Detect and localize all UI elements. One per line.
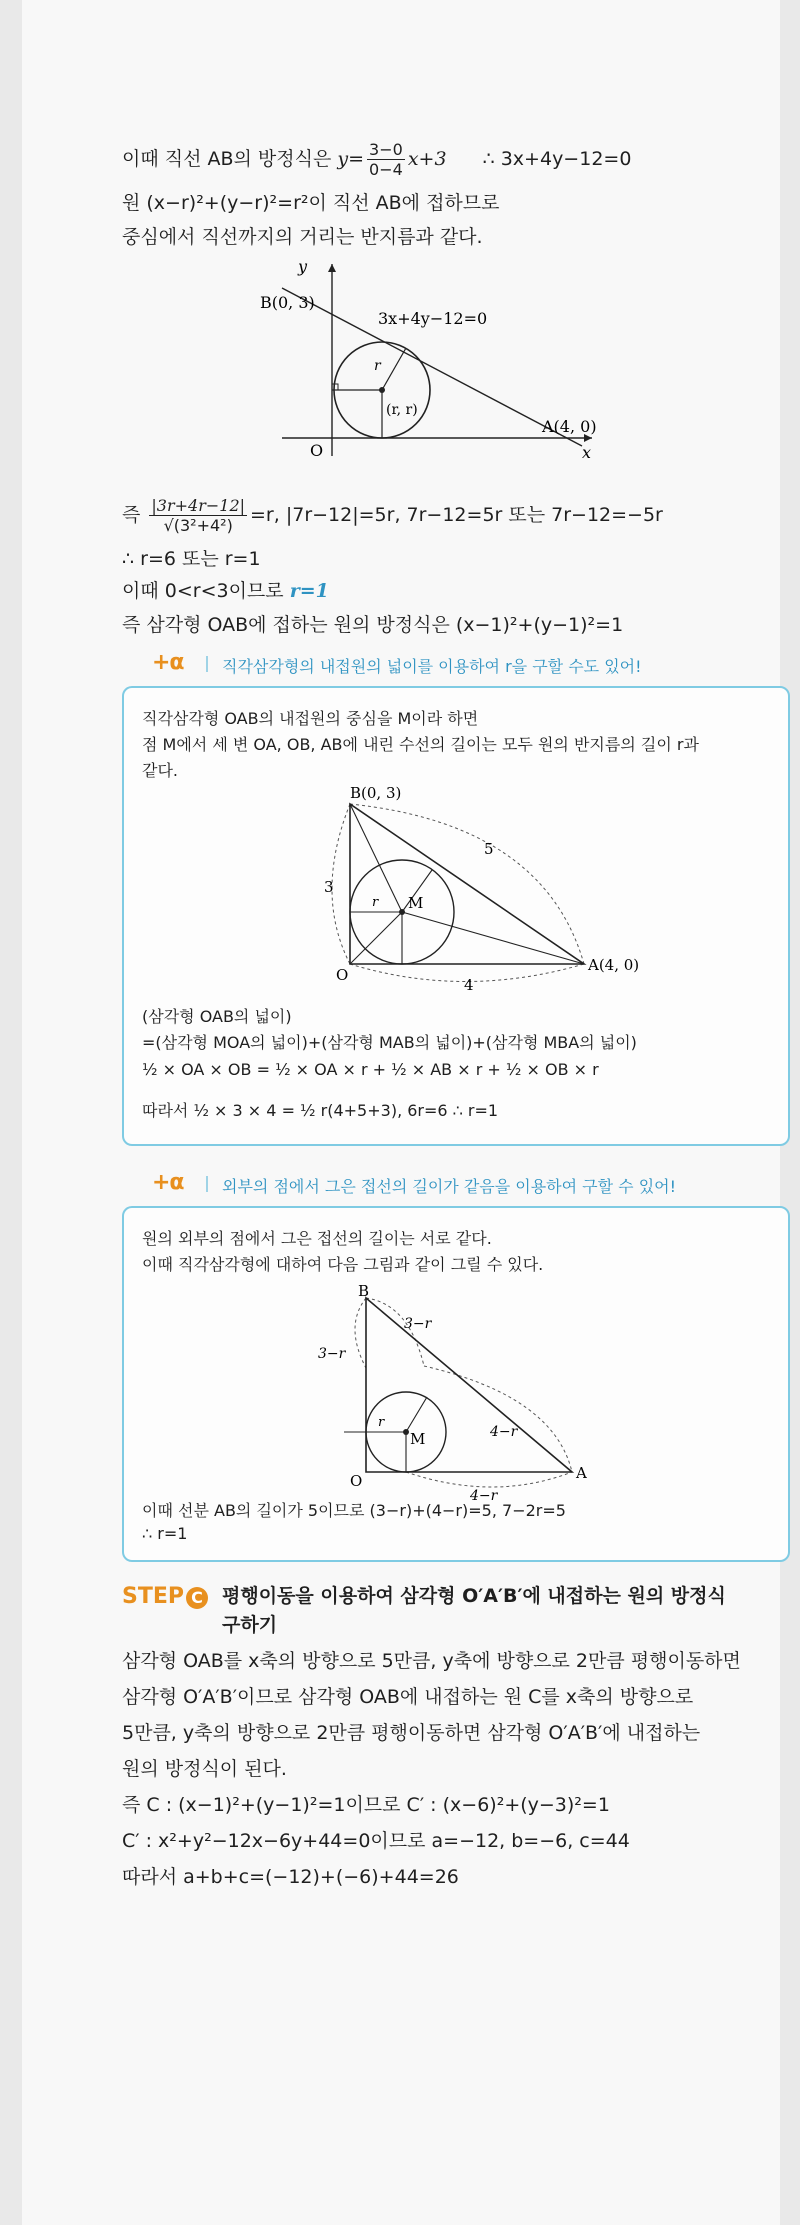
center-m-label: M	[408, 894, 424, 912]
box2-line1: 원의 외부의 점에서 그은 접선의 길이는 서로 같다.	[142, 1229, 492, 1248]
r-answer-line: 이때 0<r<3이므로 r=1	[122, 580, 329, 602]
box1-line2: 점 M에서 세 변 OA, OB, AB에 내린 수선의 길이는 모두 원의 반지름의 길이 r과	[142, 735, 699, 754]
box1-header	[122, 650, 786, 686]
triangle-oab	[366, 1298, 572, 1472]
step-final-answer: 따라서 a+b+c=(−12)+(−6)+44=26	[122, 1866, 459, 1888]
point-a-label: A(4, 0)	[542, 417, 597, 436]
r-answer: r=1	[289, 580, 329, 602]
box1-line6: ½ × OA × OB = ½ × OA × r + ½ × AB × r + ½ × OB × r	[142, 1060, 599, 1079]
distance-equation: 즉 $\frac{|3r+4r-12|}{\text{√(3²+4²)}}$ =r, |7r−12|=5r, 7r−12=5r 또는 7r−12=−5r	[122, 496, 663, 536]
step-letter-badge: C	[186, 1587, 208, 1609]
y-axis-label: y	[298, 257, 308, 276]
box1-line7: 따라서 ½ × 3 × 4 = ½ r(4+5+3), 6r=6 ∴ r=1	[142, 1101, 499, 1120]
step-paragraph-4: 원의 방정식이 된다.	[122, 1758, 287, 1780]
box2-title: 외부의 점에서 그은 접선의 길이가 같음을 이용하여 구할 수 있어!	[222, 1174, 676, 1197]
center-label: (r, r)	[386, 402, 418, 418]
side-oa-label: 4	[464, 976, 474, 994]
radius-label: r	[372, 895, 379, 910]
tangent-condition-text: 원 (x−r)²+(y−r)²=r²이 직선 AB에 접하므로	[122, 192, 500, 214]
side-ab-label: 5	[484, 840, 494, 858]
step-paragraph-5: 즉 C : (x−1)²+(y−1)²=1이므로 C′ : (x−6)²+(y−3)²=1	[122, 1794, 610, 1816]
dashed-arc-a-bottom	[406, 1472, 572, 1487]
triangle-oab	[350, 804, 584, 964]
circle-equation-result: 즉 삼각형 OAB에 접하는 원의 방정식은 (x−1)²+(y−1)²=1	[122, 614, 624, 636]
step-c-title: 평행이동을 이용하여 삼각형 O′A′B′에 내접하는 원의 방정식 구하기	[222, 1585, 726, 1637]
plus-alpha-tag: +α	[152, 1170, 184, 1195]
origin-label: O	[336, 966, 349, 984]
step-paragraph-1: 삼각형 OAB를 x축의 방향으로 5만큼, y축에 방향으로 2만큼 평행이동하면	[122, 1650, 741, 1672]
distance-fraction: $\frac{|3r+4r-12|}{\text{√(3²+4²)}}$	[151, 496, 246, 536]
y-axis-arrow	[328, 264, 336, 272]
step-c-label: STEP C	[122, 1584, 208, 1609]
point-b-label: B(0, 3)	[260, 293, 315, 312]
radius-to-line	[382, 348, 406, 390]
box1-title: 직각삼각형의 내접원의 넓이를 이용하여 r을 구할 수도 있어!	[222, 654, 642, 677]
step-paragraph-2: 삼각형 O′A′B′이므로 삼각형 OAB에 내접하는 원 C를 x축의 방향으로	[122, 1686, 694, 1708]
box2-line3: 이때 선분 AB의 길이가 5이므로 (3−r)+(4−r)=5, 7−2r=5	[142, 1501, 566, 1520]
box1-line5: =(삼각형 MOA의 넓이)+(삼각형 MAB의 넓이)+(삼각형 MBA의 넓이)	[142, 1033, 637, 1052]
segment-om	[350, 912, 402, 964]
point-a-label: A(4, 0)	[588, 956, 640, 974]
step-paragraph-6: C′ : x²+y²−12x−6y+44=0이므로 a=−12, b=−6, c=44	[122, 1830, 630, 1852]
perp-to-ab	[406, 1397, 427, 1432]
box2-line4: ∴ r=1	[142, 1524, 188, 1543]
seg-a-right-label: 4−r	[490, 1424, 518, 1440]
box2-header	[122, 1170, 786, 1206]
point-b-label: B(0, 3)	[350, 784, 402, 802]
radius-label: r	[374, 358, 381, 374]
radius-label: r	[378, 1415, 385, 1430]
seg-b-left-label: 3−r	[318, 1346, 346, 1362]
point-a-label: A	[576, 1464, 587, 1482]
center-m-label: M	[410, 1430, 426, 1448]
solution-page	[22, 0, 780, 2225]
x-axis-label: x	[582, 443, 592, 462]
box1	[122, 686, 790, 1146]
plus-alpha-tag: +α	[152, 650, 184, 675]
dashed-arc-b-left	[355, 1298, 366, 1368]
box2	[122, 1206, 790, 1562]
slope-fraction: $\frac{3-0}{0-4}$	[369, 140, 403, 180]
distance-equals-radius-text: 중심에서 직선까지의 거리는 반지름과 같다.	[122, 226, 483, 248]
figure-3	[314, 1282, 614, 1504]
origin-label: O	[310, 441, 324, 460]
dashed-arc-ob	[332, 804, 350, 964]
figure-1	[242, 257, 602, 462]
origin-label: O	[350, 1472, 363, 1490]
seg-b-top-label: 3−r	[404, 1316, 432, 1332]
side-ob-label: 3	[324, 878, 334, 896]
point-b-label: B	[358, 1282, 370, 1300]
box1-line4: (삼각형 OAB의 넓이)	[142, 1007, 292, 1026]
box1-line3: 같다.	[142, 761, 178, 780]
dashed-arc-b-top	[366, 1298, 424, 1366]
seg-a-bottom-label: 4−r	[470, 1488, 498, 1504]
line-equation-ab: 이때 직선 AB의 방정식은 y= $\frac{3-0}{0-4}$ x+3 ∴ 3x+4y−12=0	[122, 140, 632, 180]
box1-line1: 직각삼각형 OAB의 내접원의 중심을 M이라 하면	[142, 709, 479, 728]
r-candidates: ∴ r=6 또는 r=1	[122, 548, 261, 570]
line-equation-label: 3x+4y−12=0	[378, 309, 488, 328]
figure-2	[314, 784, 644, 994]
box2-line2: 이때 직각삼각형에 대하여 다음 그림과 같이 그릴 수 있다.	[142, 1255, 544, 1274]
step-paragraph-3: 5만큼, y축의 방향으로 2만큼 평행이동하면 삼각형 O′A′B′에 내접하는	[122, 1722, 701, 1744]
dashed-arc-a-right	[424, 1366, 572, 1472]
